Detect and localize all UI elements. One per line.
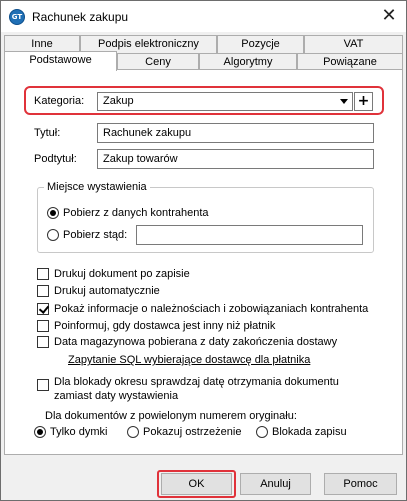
checkbox-poinformuj-dostawca[interactable]: [37, 320, 49, 332]
checkbox-drukuj-po-zapisie[interactable]: [37, 268, 49, 280]
duplicate-option-blokada[interactable]: Blokada zapisu: [272, 426, 347, 438]
label-data-magazynowa[interactable]: Data magazynowa pobierana z daty zakończenia dostawy: [54, 336, 338, 348]
kategoria-value: Zakup: [103, 95, 134, 107]
chevron-down-icon: [340, 99, 348, 104]
miejsce-radio-kontrahent[interactable]: [47, 207, 59, 219]
kategoria-label: Kategoria:: [34, 95, 85, 107]
tab-ceny[interactable]: Ceny: [117, 53, 199, 71]
tab-inne[interactable]: Inne: [4, 35, 80, 53]
tab-algorytmy[interactable]: Algorytmy: [199, 53, 297, 71]
checkbox-drukuj-automatycznie[interactable]: [37, 285, 49, 297]
tab-podstawowe[interactable]: Podstawowe: [4, 51, 117, 71]
ok-button[interactable]: OK: [161, 473, 232, 495]
label-poinformuj-dostawca[interactable]: Poinformuj, gdy dostawca jest inny niż płatnik: [54, 320, 276, 332]
duplicate-option-tylko-dymki[interactable]: Tylko dymki: [50, 426, 108, 438]
app-logo-icon: GT: [9, 9, 25, 25]
duplicate-radio-blokada[interactable]: [256, 426, 268, 438]
podtytul-input[interactable]: Zakup towarów: [97, 149, 374, 169]
label-drukuj-po-zapisie[interactable]: Drukuj dokument po zapisie: [54, 268, 190, 280]
duplicate-option-ostrzezenie[interactable]: Pokazuj ostrzeżenie: [143, 426, 242, 438]
close-button[interactable]: ✕: [381, 5, 397, 26]
label-blokada-line1[interactable]: Dla blokady okresu sprawdzaj datę otrzymania dokumentu: [54, 376, 339, 388]
miejsce-radio-stad[interactable]: [47, 229, 59, 241]
duplicate-radio-ostrzezenie[interactable]: [127, 426, 139, 438]
checkbox-data-magazynowa[interactable]: [37, 336, 49, 348]
label-pokaz-naleznosci[interactable]: Pokaż informacje o należnościach i zobowiązaniach kontrahenta: [54, 303, 369, 315]
window-title: Rachunek zakupu: [32, 10, 129, 24]
tytul-input[interactable]: Rachunek zakupu: [97, 123, 374, 143]
checkbox-pokaz-naleznosci[interactable]: [37, 303, 49, 315]
miejsce-option1-label[interactable]: Pobierz z danych kontrahenta: [63, 207, 209, 219]
tab-podpis-elektroniczny[interactable]: Podpis elektroniczny: [80, 35, 217, 53]
duplicate-radio-tylko-dymki[interactable]: [34, 426, 46, 438]
miejsce-wystawienia-title: Miejsce wystawienia: [44, 181, 150, 193]
sql-dostawca-link[interactable]: Zapytanie SQL wybierające dostawcę dla płatnika: [68, 354, 311, 366]
add-kategoria-button[interactable]: +: [354, 92, 373, 111]
label-drukuj-automatycznie[interactable]: Drukuj automatycznie: [54, 285, 160, 297]
title-bar[interactable]: [1, 1, 406, 32]
kategoria-select[interactable]: [97, 92, 353, 111]
tytul-label: Tytuł:: [34, 127, 61, 139]
miejsce-option2-label[interactable]: Pobierz stąd:: [63, 229, 128, 241]
tab-powiazane[interactable]: Powiązane: [297, 53, 403, 71]
podtytul-label: Podtytuł:: [34, 153, 77, 165]
duplicate-title: Dla dokumentów z powielonym numerem oryginału:: [45, 410, 297, 422]
label-blokada-line2[interactable]: zamiast daty wystawienia: [54, 390, 179, 402]
help-button[interactable]: Pomoc: [324, 473, 397, 495]
cancel-button[interactable]: Anuluj: [240, 473, 311, 495]
checkbox-blokada-okresu[interactable]: [37, 379, 49, 391]
tab-vat[interactable]: VAT: [304, 35, 403, 53]
tab-pozycje[interactable]: Pozycje: [217, 35, 304, 53]
miejsce-stad-input[interactable]: [136, 225, 363, 245]
